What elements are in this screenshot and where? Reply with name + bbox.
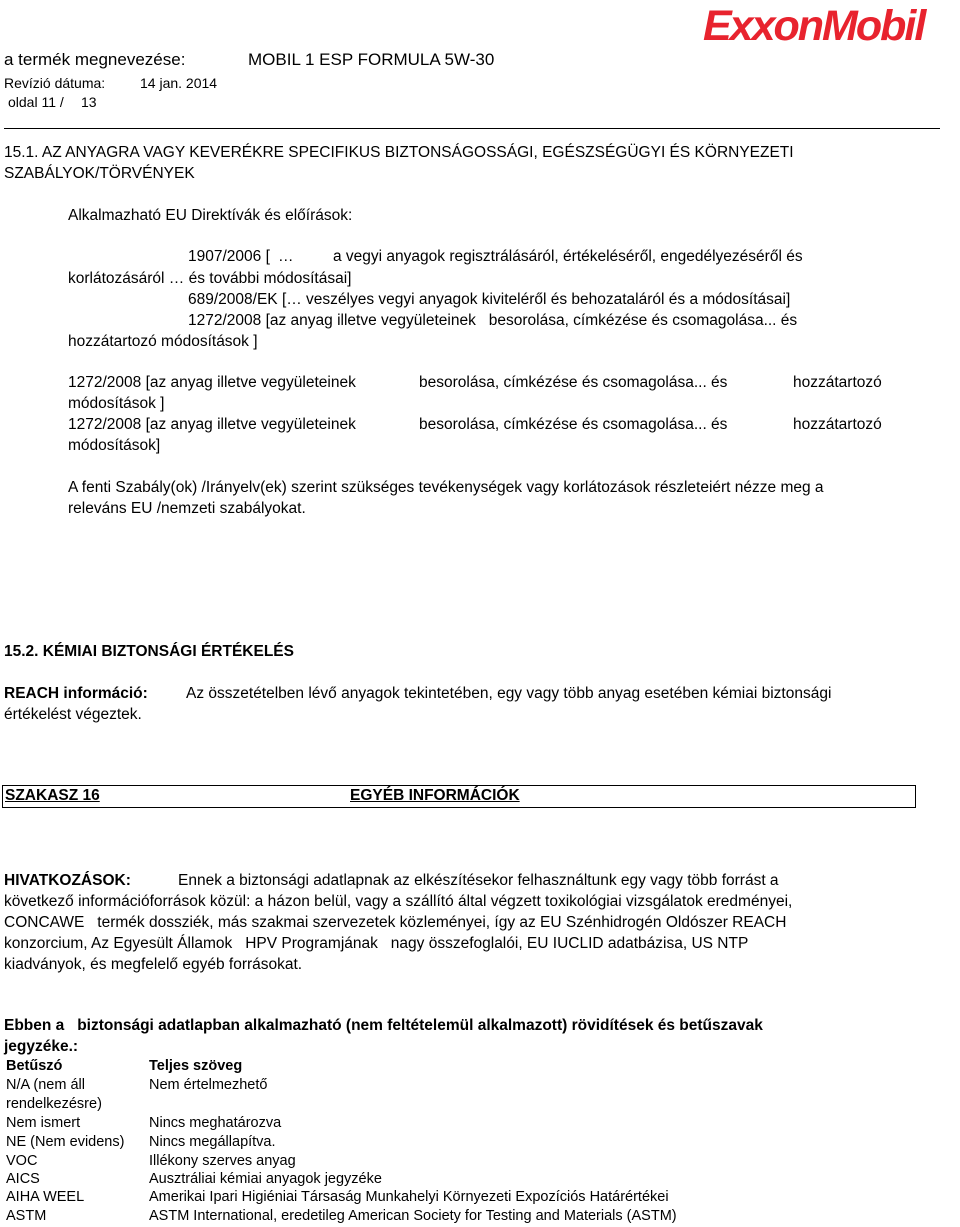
table-row-text: Amerikai Ipari Higiéniai Társaság Munkahelyi Környezeti Expozíciós Határértékei [149,1189,669,1205]
reg5-part2: besorolása, címkézése és csomagolása... és [419,416,728,433]
table-row-text: Ausztráliai kémiai anyagok jegyzéke [149,1171,382,1187]
table-row-abbr: NE (Nem evidens) [6,1134,125,1150]
reg5-part3: hozzátartozó [793,416,882,433]
reg3-line2: hozzátartozó módosítások ] [68,333,258,350]
references-line2: következő információforrások közül: a házon belül, vagy a szállító által végzett toxikológiai vizsgálatok eredményei, [4,893,793,910]
logo-text: ExxonMobil [703,2,925,50]
reach-text: Az összetételben lévő anyagok tekintetében, egy vagy több anyag esetében kémiai biztonsági [186,685,832,702]
table-row-text: Nincs megállapítva. [149,1134,276,1150]
references-line4: konzorcium, Az Egyesült Államok HPV Programjának nagy összefoglalói, EU IUCLID adatbázisa, US NTP [4,935,749,952]
table-row-text: Nem értelmezhető [149,1077,268,1093]
reg2: 689/2008/EK [… veszélyes vegyi anyagok kiviteléről és behozataláról és a módosításai] [188,291,791,308]
reg4-line2: módosítások ] [68,395,165,412]
reach-label: REACH információ: [4,685,148,702]
table-row-abbr: ASTM [6,1208,47,1224]
references-line5: kiadványok, és megfelelő egyéb forrásokat. [4,956,303,973]
table-row-text: Illékony szerves anyag [149,1153,296,1169]
eu-directives-subheading: Alkalmazható EU Direktívák és előírások: [68,207,353,224]
table-row-abbr-cont: rendelkezésre) [6,1096,102,1112]
revision-date: 14 jan. 2014 [140,75,218,91]
table-row-text: Nincs meghatározva [149,1115,282,1131]
reg1-line2: korlátozásáról … és további módosításai] [68,270,352,287]
reg1-code: 1907/2006 [ [188,248,270,265]
reg5-line2: módosítások] [68,437,161,454]
section-15-2-heading: 15.2. KÉMIAI BIZTONSÁGI ÉRTÉKELÉS [4,643,294,660]
references-line1: Ennek a biztonsági adatlapnak az elkészítésekor felhasználtunk egy vagy több forrást a [178,872,779,889]
exxonmobil-logo [703,2,959,50]
table-row-abbr: Nem ismert [6,1115,81,1131]
table-row-text: ASTM International, eredetileg American Society for Testing and Materials (ASTM) [149,1208,677,1224]
revision-label: Revízió dátuma: [4,75,106,91]
table-row-abbr: AICS [6,1171,40,1187]
section-16-title: EGYÉB INFORMÁCIÓK [350,787,520,804]
references-label: HIVATKOZÁSOK: [4,872,131,889]
table-row-abbr: AIHA WEEL [6,1189,85,1205]
regulation-note-line2: releváns EU /nemzeti szabályokat. [68,500,306,517]
col-header-abbr: Betűszó [6,1058,63,1074]
reg5-part1: 1272/2008 [az anyag illetve vegyületeinek [68,416,356,433]
table-row-abbr: VOC [6,1153,38,1169]
product-label: a termék megnevezése: [4,50,186,69]
page-label: oldal 11 / [8,94,64,110]
section-15-1-heading-line2: SZABÁLYOK/TÖRVÉNYEK [4,165,195,182]
section-16-label: SZAKASZ 16 [5,787,100,804]
col-header-full-text: Teljes szöveg [149,1058,243,1074]
reg4-part3: hozzátartozó [793,374,882,391]
abbreviations-heading-line2: jegyzéke.: [4,1038,79,1055]
abbreviations-heading-line1: Ebben a biztonsági adatlapban alkalmazható (nem feltételemül alkalmazott) rövidítések és betűszavak [4,1017,763,1034]
references-line3: CONCAWE termék dossziék, más szakmai szervezetek közleményei, így az EU Szénhidrogén Oldószer REACH [4,914,787,931]
page-total: 13 [81,94,97,110]
section-15-1-heading-line1: 15.1. AZ ANYAGRA VAGY KEVERÉKRE SPECIFIKUS BIZTONSÁGOSSÁGI, EGÉSZSÉGÜGYI ÉS KÖRNYEZETI [4,144,794,161]
reg4-part1: 1272/2008 [az anyag illetve vegyületeinek [68,374,356,391]
reg4-part2: besorolása, címkézése és csomagolása... és [419,374,728,391]
product-name: MOBIL 1 ESP FORMULA 5W-30 [248,50,495,69]
reach-line2: értékelést végeztek. [4,706,142,723]
reg3-line1: 1272/2008 [az anyag illetve vegyületeinek besorolása, címkézése és csomagolása... és [188,312,798,329]
regulation-note-line1: A fenti Szabály(ok) /Irányelv(ek) szerint szükséges tevékenységek vagy korlátozások részleteiért nézze meg a [68,479,824,496]
header-rule [4,128,940,129]
reg1-ellipsis: … [278,248,294,265]
reg1-text: a vegyi anyagok regisztrálásáról, értékeléséről, engedélyezéséről és [333,248,803,265]
table-row-abbr: N/A (nem áll [6,1077,85,1093]
